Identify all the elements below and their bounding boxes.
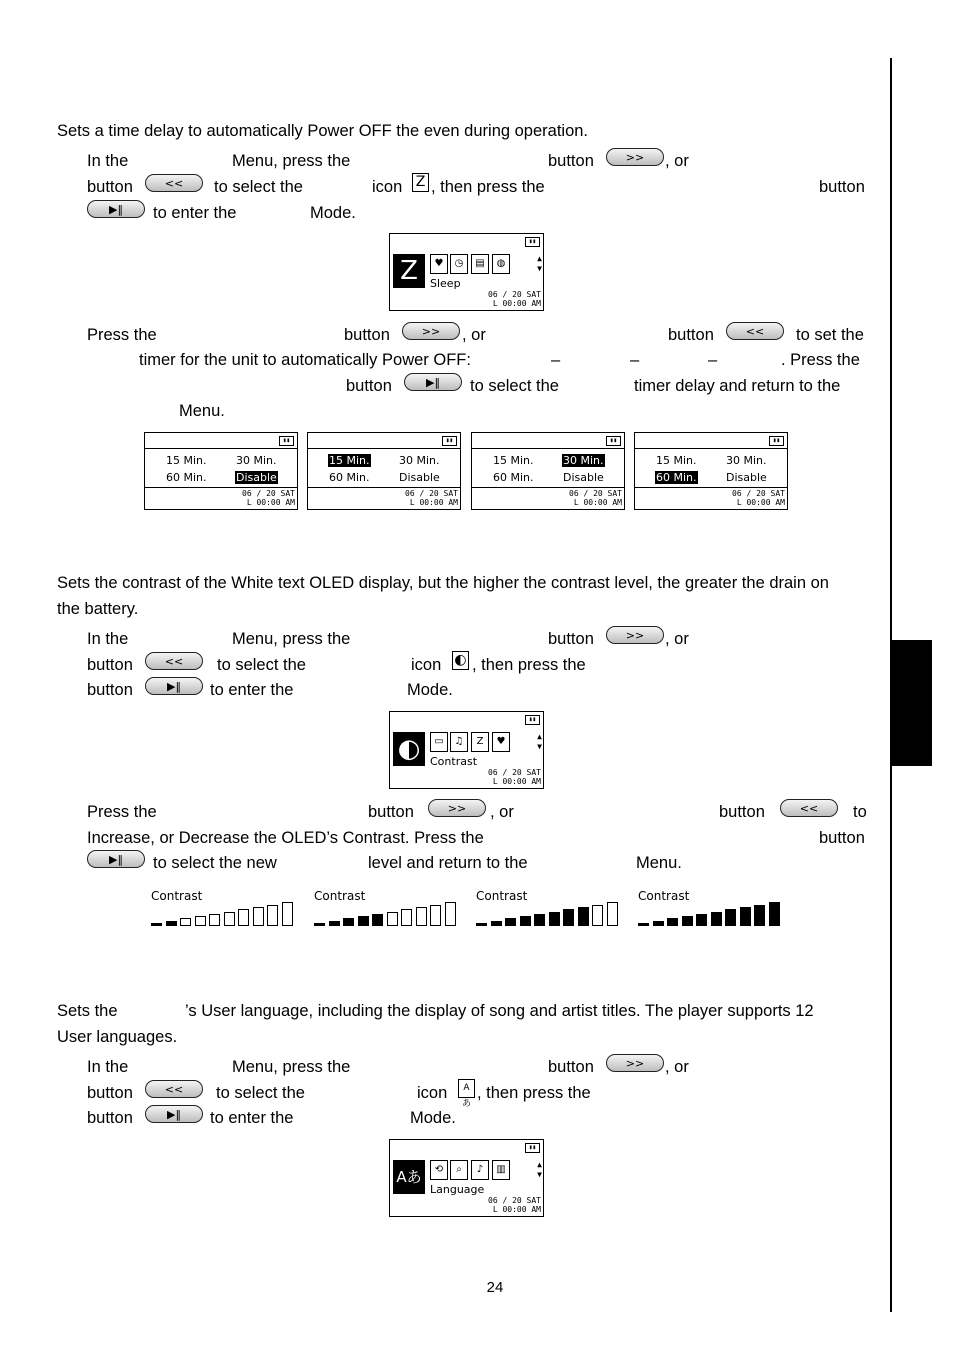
screen-time: L 00:00 AM (492, 299, 541, 308)
screen-date: 06 / 20 SAT (488, 1196, 541, 1205)
chapter-tab (892, 640, 932, 766)
contrast-level-bar (387, 912, 398, 927)
language-icon: Aあ (458, 1079, 475, 1098)
divider (635, 448, 787, 449)
repeat-icon: ⟲ (430, 1160, 448, 1180)
contrast-level-bar (430, 905, 441, 926)
contrast-level-bar (505, 918, 516, 926)
contrast-level-bar (563, 909, 574, 926)
play-pause-button-icon: ▶‖ (145, 677, 203, 695)
screen-time: L 00:00 AM (573, 498, 622, 507)
display-icon: ▭ (430, 732, 448, 752)
text: . Press the (781, 351, 860, 369)
contrast-level-bar (282, 902, 293, 926)
text: level and return to the (368, 854, 528, 872)
play-mode-icon: ♪ (471, 1160, 489, 1180)
text: , or (665, 630, 689, 648)
text: to enter the (153, 204, 237, 222)
contrast-level-bar (607, 902, 618, 926)
divider (308, 487, 460, 488)
text: Mode. (407, 681, 453, 699)
text: button (548, 152, 594, 170)
contrast-level-bar (372, 914, 383, 926)
contrast-level-bar (476, 923, 487, 926)
timer-option: Disable (236, 471, 277, 484)
text: to enter the (210, 681, 294, 699)
contrast-level-bar (667, 918, 678, 926)
heart-icon: ♥ (492, 732, 510, 752)
timer-option: 60 Min. (493, 471, 534, 484)
heart-icon: ♥ (430, 254, 448, 274)
previous-button-icon: << (145, 1080, 203, 1098)
clock-icon: ◷ (450, 254, 468, 274)
text: Mode. (410, 1109, 456, 1127)
text: button (87, 1109, 133, 1127)
screen-time: L 00:00 AM (492, 1205, 541, 1214)
text: – (708, 351, 718, 369)
text: Mode. (310, 204, 356, 222)
next-button-icon: >> (606, 1054, 664, 1072)
search-icon: ⌕ (450, 1160, 468, 1180)
text: Menu, press the (232, 1058, 351, 1076)
timer-option: Disable (399, 471, 440, 484)
text: Menu. (179, 402, 225, 420)
text: to set the (796, 326, 864, 344)
text: button (346, 377, 392, 395)
contrast-level-bar (520, 916, 531, 926)
text: to select the (217, 656, 306, 674)
sleep-icon: Z (471, 732, 489, 752)
contrast-level-bar (195, 916, 206, 926)
contrast-level-bar (725, 909, 736, 926)
screen-date: 06 / 20 SAT (242, 489, 295, 498)
timer-option: 30 Min. (236, 454, 277, 467)
timer-option: 15 Min. (166, 454, 207, 467)
battery-icon: ▮▮ (769, 436, 784, 446)
text: timer delay and return to the (634, 377, 841, 395)
contrast-level-bar (151, 923, 162, 926)
previous-button-icon: << (145, 652, 203, 670)
text: In the (87, 630, 129, 648)
next-button-icon: >> (606, 626, 664, 644)
text: ’s User language, including the display of song and artist titles. The player supports 12 (185, 1002, 814, 1020)
text: button (668, 326, 714, 344)
play-pause-button-icon: ▶‖ (404, 373, 462, 391)
timer-screen (634, 432, 788, 510)
text: , then press the (431, 178, 545, 196)
contrast-icon: ◐ (393, 732, 425, 766)
equalizer-icon: ▥ (492, 1160, 510, 1180)
previous-button-icon: << (726, 322, 784, 340)
text: icon (372, 178, 403, 196)
contrast-level-bar (209, 914, 220, 926)
contrast-level-bar (253, 907, 264, 926)
text: , then press the (477, 1084, 591, 1102)
contrast-level-bar (401, 909, 412, 926)
previous-button-icon: << (780, 799, 838, 817)
screen-label: Contrast (430, 755, 478, 768)
screen-label: Sleep (430, 277, 461, 290)
text: In the (87, 152, 129, 170)
contrast-level-bar (343, 918, 354, 926)
text: Menu. (636, 854, 682, 872)
contrast-level-bar (180, 918, 191, 926)
timer-option: 60 Min. (166, 471, 207, 484)
text: button (368, 803, 414, 821)
contrast-level-bar (638, 923, 649, 926)
next-button-icon: >> (402, 322, 460, 340)
divider (472, 448, 624, 449)
screen-time: L 00:00 AM (246, 498, 295, 507)
contrast-bar-title: Contrast (638, 889, 690, 903)
play-pause-button-icon: ▶‖ (87, 850, 145, 868)
text: User languages. (57, 1028, 178, 1046)
contrast-level-bar (416, 907, 427, 926)
contrast-intro: the battery. (57, 600, 139, 618)
text: – (551, 351, 561, 369)
screen-date: 06 / 20 SAT (732, 489, 785, 498)
scroll-arrows-icon: ▲ ▼ (537, 732, 542, 751)
text: Menu, press the (232, 152, 351, 170)
timer-option: 60 Min. (329, 471, 370, 484)
text: button (344, 326, 390, 344)
contrast-level-bar (769, 902, 780, 926)
contrast-level-bar (329, 921, 340, 926)
battery-icon: ▮▮ (442, 436, 457, 446)
text: button (87, 656, 133, 674)
text: button (819, 829, 865, 847)
play-pause-button-icon: ▶‖ (145, 1105, 203, 1123)
timer-option: 60 Min. (656, 471, 697, 484)
contrast-level-bar (754, 905, 765, 926)
fm-radio-icon: ◍ (492, 254, 510, 274)
text: button (548, 630, 594, 648)
text: button (87, 178, 133, 196)
timer-option: Disable (563, 471, 604, 484)
text: , then press the (472, 656, 586, 674)
text: to select the (470, 377, 559, 395)
sleep-icon: Z (412, 173, 429, 192)
page-number: 24 (486, 1279, 504, 1296)
text: to select the new (153, 854, 277, 872)
text: button (87, 1084, 133, 1102)
screen-time: L 00:00 AM (736, 498, 785, 507)
text: to (853, 803, 867, 821)
text: to enter the (210, 1109, 294, 1127)
lyrics-icon: ♫ (450, 732, 468, 752)
text: button (719, 803, 765, 821)
text: , or (462, 326, 486, 344)
divider (472, 487, 624, 488)
divider (308, 448, 460, 449)
timer-option: 30 Min. (726, 454, 767, 467)
text: button (548, 1058, 594, 1076)
text: In the (87, 1058, 129, 1076)
contrast-bar-title: Contrast (476, 889, 528, 903)
contrast-level-bar (682, 916, 693, 926)
screen-date: 06 / 20 SAT (405, 489, 458, 498)
text: icon (417, 1084, 448, 1102)
text: , or (665, 1058, 689, 1076)
text: to select the (216, 1084, 305, 1102)
timer-option: 30 Min. (563, 454, 604, 467)
contrast-level-bar (445, 902, 456, 926)
contrast-bar-title: Contrast (314, 889, 366, 903)
contrast-level-bar (314, 923, 325, 926)
contrast-level-bar (166, 921, 177, 926)
battery-icon: ▮▮ (525, 237, 540, 247)
timer-option: Disable (726, 471, 767, 484)
battery-icon: ▮▮ (525, 715, 540, 725)
contrast-intro: Sets the contrast of the White text OLED display, but the higher the contrast level, the greater the drain on (57, 574, 829, 592)
contrast-menu-screen (389, 711, 544, 789)
screen-time: L 00:00 AM (409, 498, 458, 507)
timer-option: 15 Min. (656, 454, 697, 467)
contrast-level-bar (267, 905, 278, 926)
text: Press the (87, 803, 157, 821)
contrast-level-bar (224, 912, 235, 927)
contrast-level-bar (653, 921, 664, 926)
divider (635, 487, 787, 488)
text: Increase, or Decrease the OLED’s Contrast. Press the (87, 829, 484, 847)
timer-option: 30 Min. (399, 454, 440, 467)
contrast-level-bar (491, 921, 502, 926)
divider (145, 448, 297, 449)
language-icon: Aあ (393, 1160, 425, 1194)
contrast-level-bar (592, 905, 603, 926)
text: button (819, 178, 865, 196)
text: button (87, 681, 133, 699)
contrast-level-bar (696, 914, 707, 926)
contrast-level-bar (238, 909, 249, 926)
timer-screen (471, 432, 625, 510)
text: to select the (214, 178, 303, 196)
text: timer for the unit to automatically Power OFF: (139, 351, 471, 369)
timer-option: 15 Min. (329, 454, 370, 467)
sleep-icon: Z (393, 254, 425, 288)
timer-screen (144, 432, 298, 510)
contrast-level-bar (534, 914, 545, 926)
text: , or (665, 152, 689, 170)
screen-label: Language (430, 1183, 485, 1196)
previous-button-icon: << (145, 174, 203, 192)
timer-screen (307, 432, 461, 510)
language-menu-screen (389, 1139, 544, 1217)
play-pause-button-icon: ▶‖ (87, 200, 145, 218)
contrast-level-bar (358, 916, 369, 926)
contrast-icon: ◐ (452, 651, 469, 670)
next-button-icon: >> (606, 148, 664, 166)
battery-icon: ▮▮ (606, 436, 621, 446)
contrast-level-bar (578, 907, 589, 926)
text: icon (411, 656, 442, 674)
screen-time: L 00:00 AM (492, 777, 541, 786)
contrast-level-bar (711, 912, 722, 927)
contrast-level-bar (549, 912, 560, 927)
sleep-menu-screen (389, 233, 544, 311)
timer-option: 15 Min. (493, 454, 534, 467)
contrast-level-bar (740, 907, 751, 926)
text: Menu, press the (232, 630, 351, 648)
screen-date: 06 / 20 SAT (488, 768, 541, 777)
scroll-arrows-icon: ▲ ▼ (537, 1160, 542, 1179)
contrast-bar-title: Contrast (151, 889, 203, 903)
text: Press the (87, 326, 157, 344)
divider (145, 487, 297, 488)
record-icon: ▤ (471, 254, 489, 274)
sleep-intro: Sets a time delay to automatically Power OFF the even during operation. (57, 122, 589, 140)
next-button-icon: >> (428, 799, 486, 817)
text: , or (490, 803, 514, 821)
scroll-arrows-icon: ▲ ▼ (537, 254, 542, 273)
screen-date: 06 / 20 SAT (569, 489, 622, 498)
text: – (630, 351, 640, 369)
text: Sets the (57, 1002, 118, 1020)
battery-icon: ▮▮ (525, 1143, 540, 1153)
battery-icon: ▮▮ (279, 436, 294, 446)
screen-date: 06 / 20 SAT (488, 290, 541, 299)
